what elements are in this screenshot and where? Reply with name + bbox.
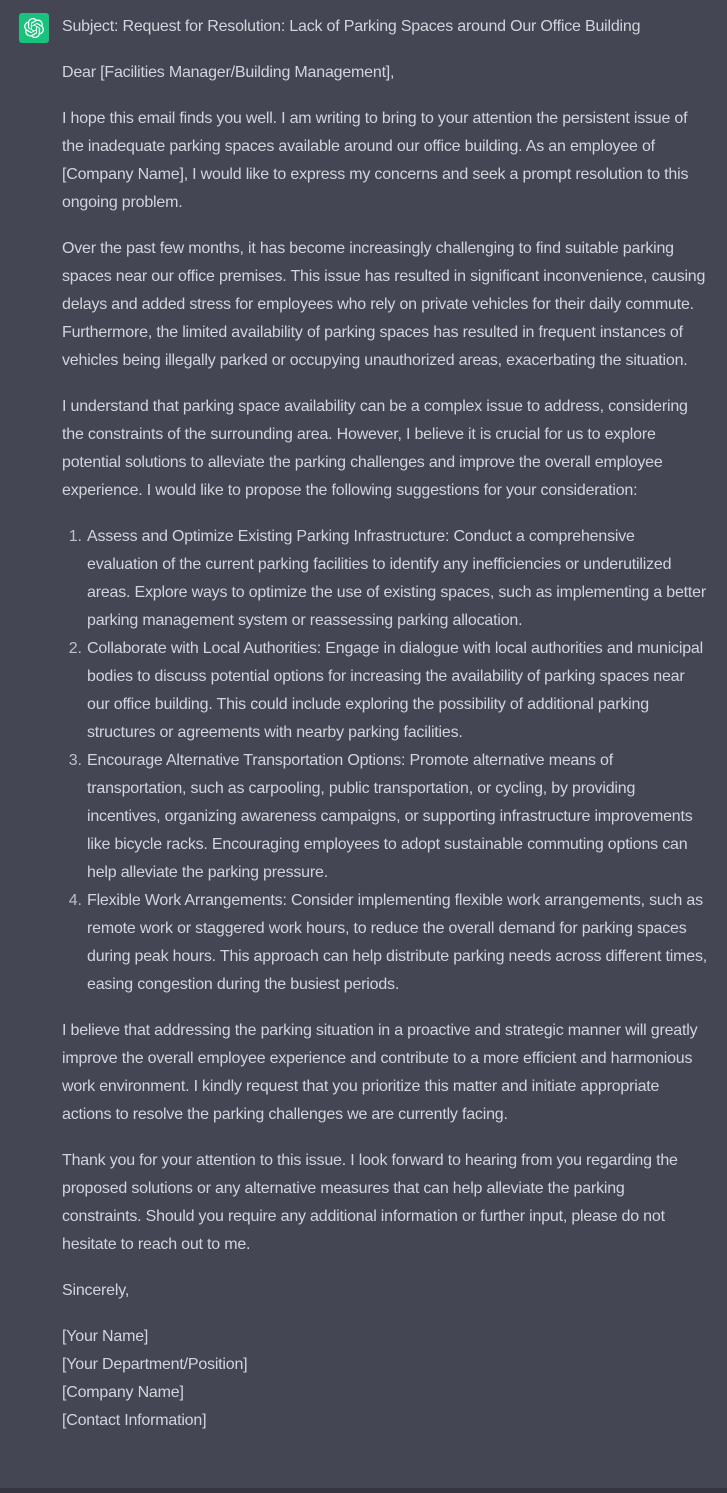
email-subject-line: Subject: Request for Resolution: Lack of Parking Spaces around Our Office Building bbox=[62, 18, 641, 35]
email-salutation: Dear [Facilities Manager/Building Management], bbox=[62, 64, 395, 81]
signature-contact: [Contact Information] bbox=[62, 1412, 207, 1429]
suggestion-item-2: 2. Collaborate with Local Authorities: Engage in dialogue with local authorities and municipal bodies to discuss potential options for increasing the availability of parking spaces near our office building. This could include exploring the possibility of additional parking structures or agreements with nearby parking facilities. bbox=[86, 635, 707, 747]
suggestion-item-4: 4. Flexible Work Arrangements: Consider implementing flexible work arrangements, such as remote work or staggered work hours, to reduce the overall demand for parking spaces during peak hours. This approach can help distribute parking needs across different times, easing congestion during the busiest periods. bbox=[86, 887, 707, 999]
email-paragraph-request: I believe that addressing the parking situation in a proactive and strategic manner will greatly improve the overall employee experience and contribute to a more efficient and harmonious work environment. I kindly request that you prioritize this matter and initiate appropriate actions to resolve the parking challenges we are currently facing. bbox=[62, 1022, 698, 1123]
next-row-background-strip bbox=[0, 1488, 727, 1493]
email-paragraph-problem: Over the past few months, it has become increasingly challenging to find suitable parking spaces near our office premises. This issue has resulted in significant inconvenience, causing delays and added stress for employees who rely on private vehicles for their daily commute. Furthermore, the limited availability of parking spaces has resulted in frequent instances of vehicles being illegally parked or occupying unauthorized areas, exacerbating the situation. bbox=[62, 240, 706, 369]
email-paragraph-proposal: I understand that parking space availability can be a complex issue to address, considering the constraints of the surrounding area. However, I believe it is crucial for us to explore potential solutions to alleviate the parking challenges and improve the overall employee experience. I would like to propose the following suggestions for your consideration: bbox=[62, 398, 688, 499]
assistant-avatar bbox=[19, 13, 49, 43]
email-signature-block bbox=[62, 1323, 707, 1435]
signature-company: [Company Name] bbox=[62, 1384, 184, 1401]
email-signoff: Sincerely, bbox=[62, 1282, 130, 1299]
assistant-message-content bbox=[62, 13, 707, 1435]
suggestion-item-1: 1. Assess and Optimize Existing Parking Infrastructure: Conduct a comprehensive evaluation of the current parking facilities to identify any inefficiencies or underutilized areas. Explore ways to optimize the use of existing spaces, such as implementing a better parking management system or reassessing parking allocation. bbox=[86, 523, 707, 635]
email-paragraph-intro: I hope this email finds you well. I am writing to bring to your attention the persistent issue of the inadequate parking spaces available around our office building. As an employee of [Company Name], I would like to express my concerns and seek a prompt resolution to this ongoing problem. bbox=[62, 110, 689, 211]
suggestions-list bbox=[62, 523, 707, 999]
signature-department: [Your Department/Position] bbox=[62, 1356, 248, 1373]
email-paragraph-thanks: Thank you for your attention to this issue. I look forward to hearing from you regarding the proposed solutions or any alternative measures that can help alleviate the parking constraints. Should you require any additional information or further input, please do not hesitate to reach out to me. bbox=[62, 1152, 678, 1253]
openai-logo-icon bbox=[24, 18, 44, 38]
suggestion-item-3: 3. Encourage Alternative Transportation Options: Promote alternative means of transportation, such as carpooling, public transportation, or cycling, by providing incentives, organizing awareness campaigns, or supporting infrastructure improvements like bicycle racks. Encouraging employees to adopt sustainable commuting options can help alleviate the parking pressure. bbox=[86, 747, 707, 887]
signature-name: [Your Name] bbox=[62, 1328, 149, 1345]
